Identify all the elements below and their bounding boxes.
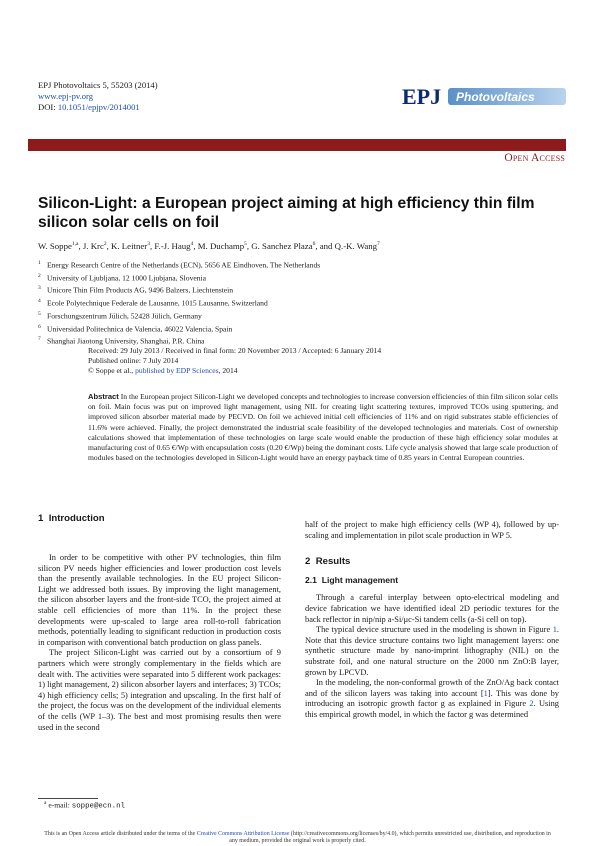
affiliation (38, 296, 558, 309)
results-paragraph-2: The typical device structure used in the modeling is shown in Figure 1. Note that this device structure contains two light management layers: one synthetic structure made by nano-imprint lithography (NIL) on the substrate foil, and one natural structure on the 2000 nm ZnO:B layer, grown by LPCVD. (305, 625, 559, 677)
author-name: F.-J. Haug (154, 240, 191, 251)
affiliation-number: 4 (38, 298, 41, 305)
affiliation-number: 1 (38, 260, 41, 266)
epj-logo-icon (398, 83, 570, 111)
left-column (38, 553, 281, 733)
footnote: $^a$ e-mail: soppe@ecn.nl (44, 800, 125, 811)
affiliation-text: Shanghai Jiaotong University, Shanghai, P.R. China (47, 336, 205, 346)
reference-1-link[interactable]: 1 (483, 688, 488, 698)
author-separator: , (246, 240, 252, 251)
publication-dates (88, 346, 558, 377)
author-separator: , (149, 240, 155, 251)
affiliation (38, 258, 558, 271)
received-line: Received: 29 July 2013 / Received in final form: 20 November 2013 / Accepted: 6 January 2014 (88, 346, 382, 355)
published-line: Published online: 7 July 2014 (88, 356, 179, 366)
affiliation-text: Ecole Polytechnique Federale de Lausanne, 1015 Lausanne, Switzerland (47, 298, 268, 308)
journal-info (38, 80, 158, 113)
author-affiliation-mark: 3 (147, 241, 150, 247)
journal-url[interactable]: www.epj-pv.org (38, 91, 94, 101)
author-affiliation-mark: 1,a (71, 241, 79, 247)
figure-2-link[interactable]: 2 (529, 699, 534, 709)
author-name: K. Leitner (111, 240, 148, 251)
intro-paragraph-1: In order to be competitive with other PV technologies, thin film silicon PV needs higher efficiencies and lower production cost levels than the presently available technologies. In the EU project Silicon-Light we addressed both issues. By improving the light management, the silicon absorber layers and the front-side TCO, the project aimed at stable cell efficiencies of more than 11%. In the project these developments were up-scaled to large area roll-to-roll fabrication methods, potentially leading to significant reduction in production costs in comparison with conventional batch production on glass panels. (38, 553, 281, 647)
affiliation-text: University of Ljubljana, 12 1000 Ljubjana, Slovenia (47, 273, 207, 283)
license-footer: This is an Open Access article distributed under the terms of the Creative Commons Attribution License (http://creativecommons.org/licenses/by/4.0), which permits unrestricted use, distribution, and reproduction in any medium, provided the original work is properly cited. (44, 831, 551, 845)
results-paragraph-1: Through a careful interplay between opto-electrical modeling and device fabrication we have identified ideal 2D periodic textures for the back reflector in nip/nip a-Si/μc-Si tandem cells (a-Si cell on top). (305, 593, 559, 624)
author-name: G. Sanchez Plaza (251, 240, 313, 251)
affiliation-text: Forschungszentrum Jülich, 52428 Jülich, Germany (47, 311, 202, 321)
affiliation-number: 5 (38, 310, 41, 317)
journal-logo (398, 83, 570, 111)
intro-paragraph-2: The project Silicon-Light was carried out by a consortium of 9 partners which were strongly complementary in the fields which are dealt with. The activities were separated into 5 different work packages: 1) light management, 2) silicon absorber layers and interfaces; 3) TCOs; 4) high efficiency cells; 5) integration and upscaling. In the first half of the project, the focus was on the development of the individual elements of the cells (WP 1–3). The best and most promising results then were used in the second (38, 648, 281, 732)
affiliation-text: Unicore Thin Film Products AG, 9496 Balzers, Liechtenstein (47, 286, 234, 295)
affiliation (38, 283, 558, 296)
affiliation-list (38, 258, 558, 347)
journal-citation: EPJ Photovoltaics 5, 55203 (2014) (38, 80, 158, 90)
author-affiliation-mark: 2 (103, 241, 107, 247)
author-affiliation-mark: 6 (312, 241, 316, 247)
abstract-text: In the European project Silicon-Light we developed concepts and technologies to increase conversion efficiencies of thin film silicon solar cells on foil. Main focus was put on improved light management, using NIL for creating light scattering textures, improved TCOs using sputtering, and improved silicon absorber material made by PECVD. On foil we achieved initial cell efficiencies of 11% and on rigid substrates stable efficiencies of 11.6% were achieved. Finally, the project demonstrated the industrial scale feasibility of the developed technologies and materials. Cost of ownership calculations showed that implementation of these technologies on large scale would enable the production of these high efficiency solar modules at manufacturing cost of 0.65 €/Wp with encapsulation costs (0.20 €/Wp) being the dominant costs. Life cycle analysis showed that large scale production of modules based on the technologies developed in Silicon-Light would have an energy payback time of 0.85 years in Central European countries. (88, 392, 558, 463)
affiliation-number: 3 (38, 285, 41, 292)
continued-paragraph: half of the project to make high efficiency cells (WP 4), followed by up-scaling and implementation in pilot scale production in WP 5. (305, 520, 559, 540)
author-name: Q.-K. Wang (334, 240, 378, 251)
author-affiliation-mark: 5 (244, 241, 247, 247)
affiliation-number: 6 (38, 323, 41, 330)
author-affiliation-mark: 7 (377, 241, 380, 247)
author-separator: , (106, 240, 112, 251)
subsection-heading-light-management: 2.1 Light management (305, 574, 399, 585)
header-rule (28, 139, 566, 151)
abstract (88, 392, 558, 463)
open-access-badge: Open Access (504, 152, 565, 164)
footnote-rule (38, 798, 98, 799)
affiliation-number: 2 (38, 272, 41, 279)
publisher-link[interactable]: published by EDP Sciences (135, 366, 219, 376)
svg-text:Photovoltaics: Photovoltaics (456, 90, 535, 104)
affiliation-text: Energy Research Centre of the Netherlands (ECN), 5656 AE Eindhoven, The Netherlands (47, 260, 321, 270)
copyright-line: © Soppe et al., published by EDP Sciences, 2014 (88, 366, 238, 376)
author-name: M. Duchamp (197, 240, 245, 251)
author-separator: , and (315, 240, 335, 251)
right-column (305, 520, 559, 721)
license-link[interactable]: Creative Commons Attribution License (196, 831, 290, 837)
author-affiliation-mark: 4 (190, 241, 194, 247)
svg-text:EPJ: EPJ (402, 84, 442, 109)
affiliation (38, 271, 558, 284)
paper-title: Silicon-Light: a European project aiming at high efficiency thin film silicon solar cells on foil (38, 195, 535, 231)
author-name: W. Soppe (38, 240, 72, 251)
author-list (38, 239, 568, 252)
doi-link[interactable]: 10.1051/epjpv/2014001 (57, 102, 140, 112)
author-name: J. Krc (82, 240, 104, 251)
footnote-email[interactable]: soppe@ecn.nl (71, 802, 125, 811)
author-separator: , (78, 240, 83, 251)
results-paragraph-3: In the modeling, the non-conformal growth of the ZnO/Ag back contact and of the silicon layers was taking into account [1]. This was done by introducing an isotropic growth factor g as explained in Figure 2. Using this empirical growth model, in which the factor g was determined (305, 678, 559, 719)
section-heading-results: 2 Results (305, 556, 351, 568)
figure-1-link[interactable]: 1 (552, 625, 557, 635)
affiliation-number: 7 (38, 336, 41, 343)
abstract-label: Abstract (88, 392, 119, 401)
doi-line: DOI: 10.1051/epjpv/2014001 (38, 102, 140, 112)
author-separator: , (193, 240, 198, 251)
affiliation (38, 322, 558, 335)
affiliation-text: Universidad Politechnica de Valencia, 46022 Valencia, Spain (47, 324, 233, 334)
affiliation (38, 309, 558, 322)
section-heading-introduction: 1 Introduction (38, 513, 105, 524)
